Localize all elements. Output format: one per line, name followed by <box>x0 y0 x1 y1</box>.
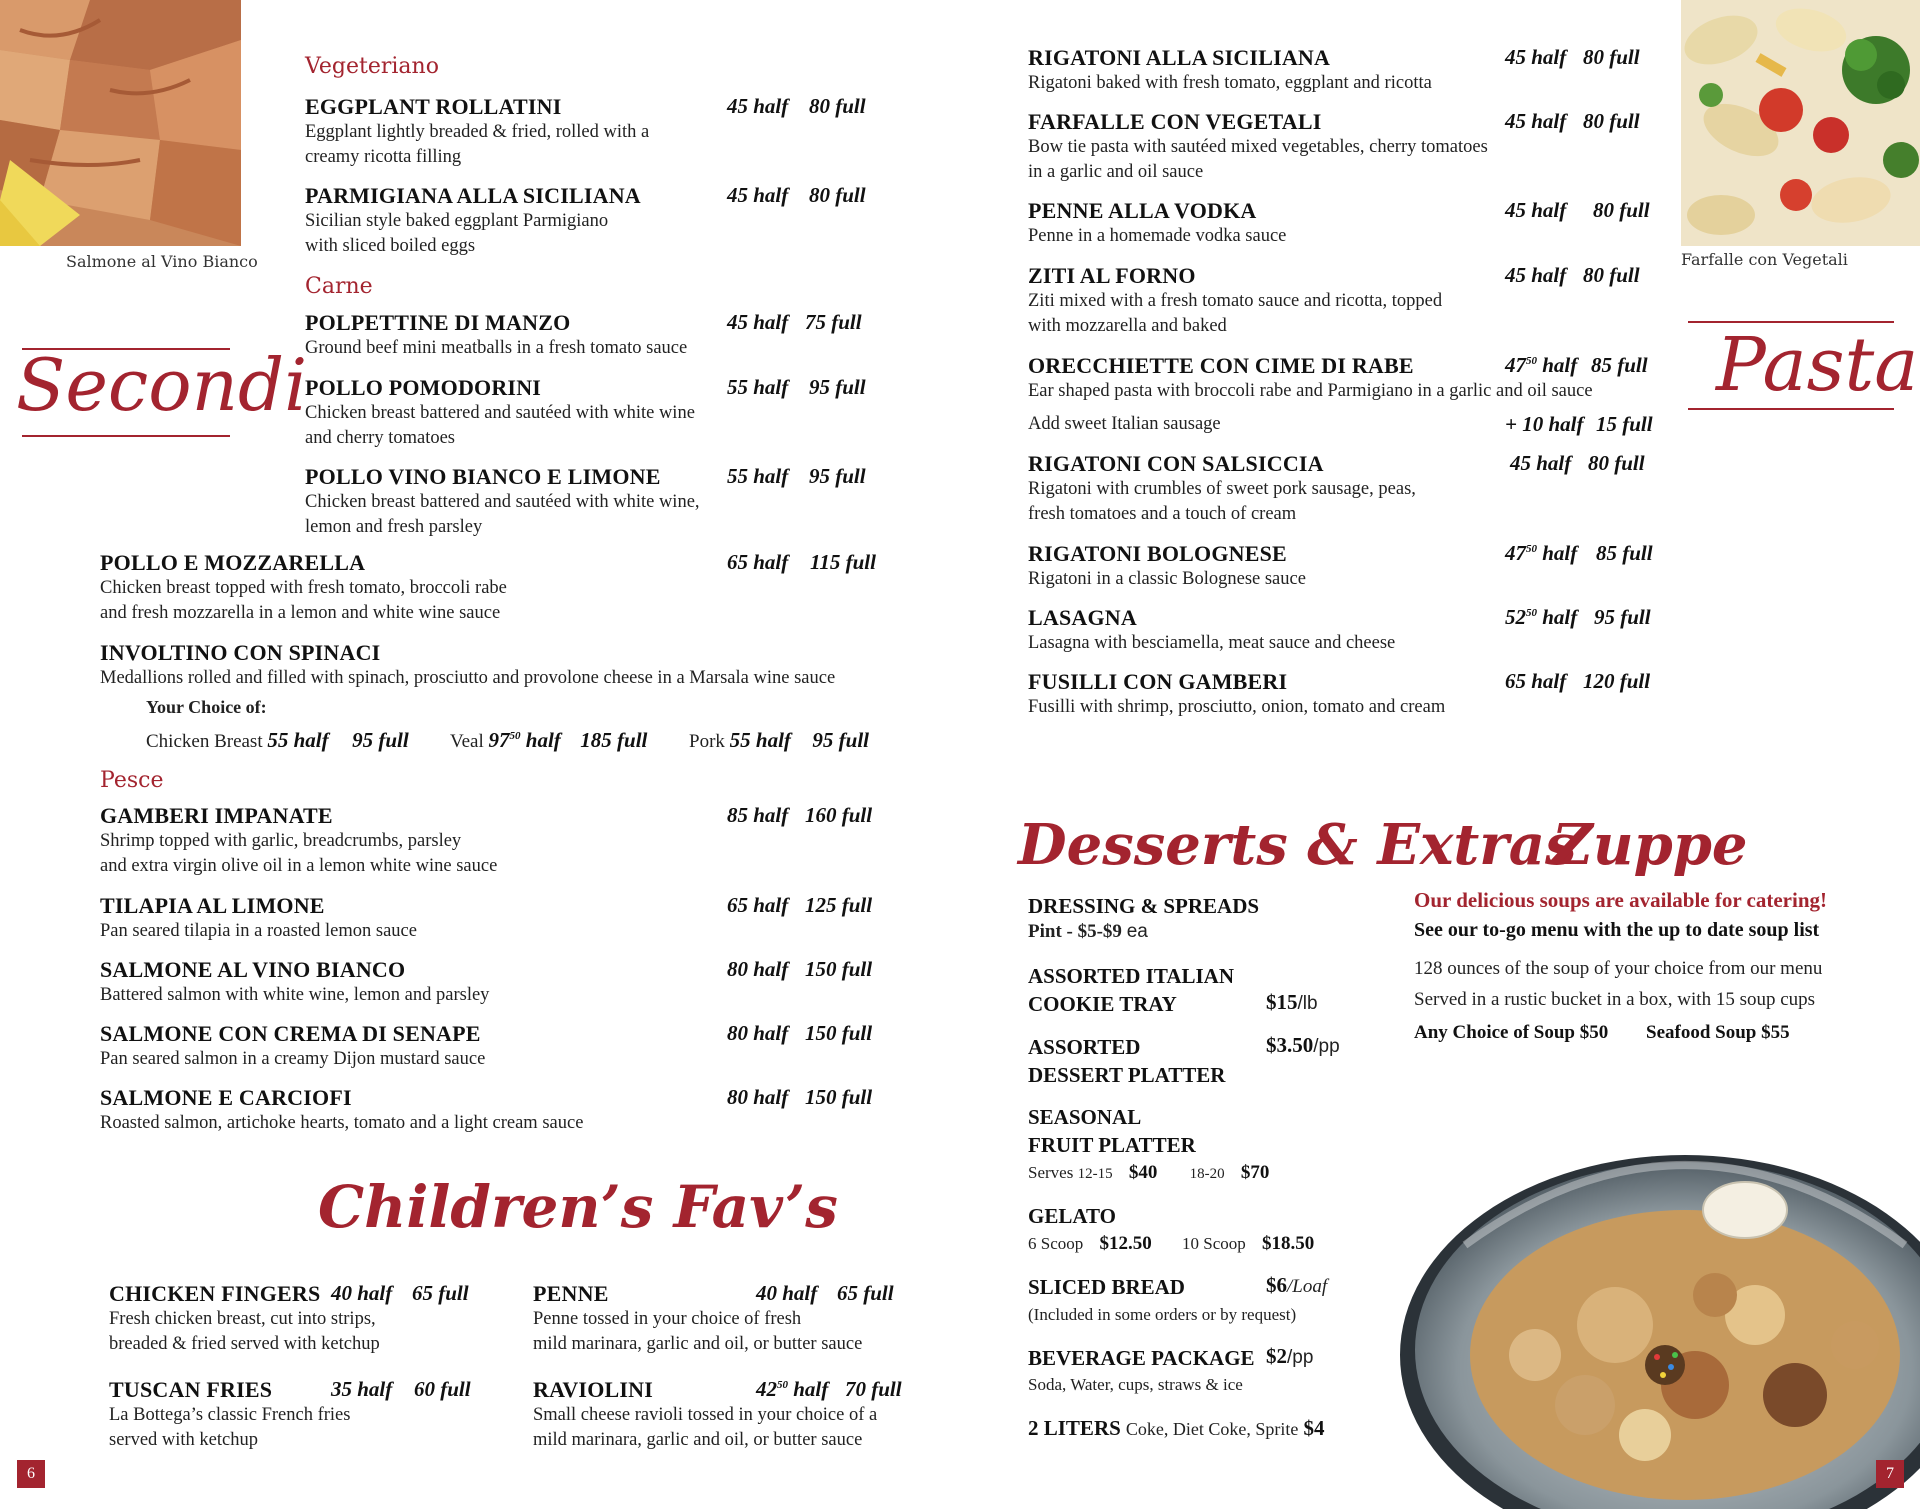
section-title-childrens: Children’s Fav’s <box>318 1173 838 1241</box>
item-name: SALMONE AL VINO BIANCO <box>100 957 406 982</box>
fruit-b-count: 18-20 <box>1189 1166 1225 1182</box>
extra-liters-desc: Coke, Diet Coke, Sprite <box>1125 1419 1299 1439</box>
item-name: POLLO E MOZZARELLA <box>100 550 366 575</box>
price-num: 47 <box>1505 541 1526 565</box>
category-pesce: Pesce <box>100 768 164 793</box>
item-name: PENNE <box>533 1281 609 1306</box>
category-vegeteriano: Vegeteriano <box>305 54 439 79</box>
item-price-half <box>1505 605 1577 630</box>
item-desc: Ground beef mini meatballs in a fresh tomato sauce <box>305 338 688 358</box>
extra-beverage-price-row <box>1266 1344 1313 1369</box>
item-price-full: 160 full <box>805 803 873 827</box>
item-price-full: 85 full <box>1596 541 1653 565</box>
item-desc: lemon and fresh parsley <box>305 517 483 537</box>
fruit-b-price: $70 <box>1240 1162 1270 1183</box>
item-price-full: 95 full <box>809 464 866 488</box>
item-name: RAVIOLINI <box>533 1377 653 1402</box>
fruit-a-count: 12-15 <box>1077 1166 1113 1182</box>
price-word: half <box>1542 605 1578 629</box>
item-price-full: 80 full <box>809 183 866 207</box>
item-price-full: 70 full <box>845 1377 902 1401</box>
item-price-full: 115 full <box>810 550 876 574</box>
item-price-half: 45 half <box>727 310 789 334</box>
item-desc: Pan seared salmon in a creamy Dijon mustard sauce <box>100 1049 486 1069</box>
choice-veal-half <box>489 728 561 752</box>
item-desc: La Bottega’s classic French fries <box>109 1405 351 1425</box>
extra-dessert-line1: ASSORTED <box>1028 1035 1141 1059</box>
price-sup: 50 <box>1526 355 1537 367</box>
item-price-half: 80 half <box>727 1021 789 1045</box>
extra-fruit-line1: SEASONAL <box>1028 1105 1142 1129</box>
extra-dressing-price-row <box>1028 921 1148 943</box>
item-desc: Eggplant lightly breaded & fried, rolled with a <box>305 122 650 142</box>
choice-pork-half: 55 half <box>729 728 791 752</box>
choice-pork-label: Pork <box>689 731 725 752</box>
item-price-half: 45 half <box>1505 263 1567 287</box>
section-title-zuppe: Zuppe <box>1552 812 1748 878</box>
item-price-half: 45 half <box>1505 45 1567 69</box>
price-num: 42 <box>756 1377 777 1401</box>
gelato-a-label: 6 Scoop <box>1028 1234 1084 1253</box>
extra-beverage-name: BEVERAGE PACKAGE <box>1028 1346 1255 1370</box>
extra-dressing-unit: ea <box>1126 921 1148 942</box>
item-desc: Chicken breast topped with fresh tomato, broccoli rabe <box>100 578 507 598</box>
item-desc: Bow tie pasta with sautéed mixed vegetables, cherry tomatoes <box>1028 137 1488 157</box>
item-desc: fresh tomatoes and a touch of cream <box>1028 504 1297 524</box>
price-word: half <box>793 1377 829 1401</box>
item-desc: with mozzarella and baked <box>1028 316 1227 336</box>
item-price-half: + 10 half <box>1505 412 1584 436</box>
item-price-half: 85 half <box>727 803 789 827</box>
choice-chicken-half: 55 half <box>267 728 329 752</box>
item-price-full: 65 full <box>837 1281 894 1305</box>
item-desc: Chicken breast battered and sautéed with white wine, <box>305 492 700 512</box>
item-price-full: 95 full <box>809 375 866 399</box>
choice-label: Your Choice of: <box>146 697 267 717</box>
item-price-full: 75 full <box>805 310 862 334</box>
zuppe-subhead: See our to-go menu with the up to date soup list <box>1414 919 1820 941</box>
item-price-full: 60 full <box>414 1377 471 1401</box>
extra-bread-price: $6 <box>1266 1273 1287 1297</box>
choice-pork-full: 95 full <box>812 728 870 752</box>
item-name: POLLO POMODORINI <box>305 375 542 400</box>
item-price-full: 80 full <box>1588 451 1645 475</box>
fruit-serves-label: Serves <box>1028 1163 1074 1182</box>
item-name: TILAPIA AL LIMONE <box>100 893 325 918</box>
item-price-half <box>1505 353 1577 378</box>
extra-beverage-unit: /pp <box>1287 1347 1314 1368</box>
item-desc: Sicilian style baked eggplant Parmigiano <box>305 211 609 231</box>
item-price-full: 65 full <box>412 1281 469 1305</box>
zuppe-headline: Our delicious soups are available for catering! <box>1414 888 1827 912</box>
section-title-desserts: Desserts & Extras <box>1018 812 1577 878</box>
photo-caption-salmon: Salmone al Vino Bianco <box>66 252 258 271</box>
item-desc: served with ketchup <box>109 1430 258 1450</box>
item-name: TUSCAN FRIES <box>109 1377 273 1402</box>
item-name: FARFALLE CON VEGETALI <box>1028 109 1322 134</box>
veal-half-sup: 50 <box>509 730 521 742</box>
item-price-half <box>1505 541 1577 566</box>
item-name: PARMIGIANA ALLA SICILIANA <box>305 183 641 208</box>
item-price-half: 45 half <box>727 94 789 118</box>
item-name: INVOLTINO CON SPINACI <box>100 640 381 665</box>
item-price-full: 150 full <box>805 1085 873 1109</box>
item-price-half: 65 half <box>1505 669 1567 693</box>
photo-caption-farfalle: Farfalle con Vegetali <box>1681 250 1848 269</box>
extra-bread-price-row <box>1266 1273 1327 1298</box>
item-desc: and cherry tomatoes <box>305 428 455 448</box>
item-price-half: 80 half <box>727 957 789 981</box>
item-price-half: 40 half <box>331 1281 393 1305</box>
extra-bread-note: (Included in some orders or by request) <box>1028 1305 1297 1324</box>
item-price-full: 85 full <box>1591 353 1648 377</box>
item-desc: Lasagna with besciamella, meat sauce and cheese <box>1028 633 1396 653</box>
extra-cookie-price-row <box>1266 990 1318 1015</box>
choice-row <box>146 728 409 753</box>
extra-bread-name: SLICED BREAD <box>1028 1275 1185 1299</box>
extra-beverage-price: $2 <box>1266 1344 1287 1368</box>
extra-liters-name: 2 LITERS <box>1028 1416 1121 1440</box>
item-desc: with sliced boiled eggs <box>305 236 476 256</box>
item-desc: mild marinara, garlic and oil, or butter sauce <box>533 1430 863 1450</box>
zuppe-any-choice: Any Choice of Soup $50 <box>1414 1022 1609 1043</box>
item-desc: in a garlic and oil sauce <box>1028 162 1204 182</box>
extra-dessert-line2: DESSERT PLATTER <box>1028 1063 1226 1087</box>
item-price-half: 45 half <box>1510 451 1572 475</box>
item-price-half <box>756 1377 828 1402</box>
pasta-rule-bottom <box>1688 408 1894 410</box>
price-sup: 50 <box>777 1379 788 1391</box>
item-desc: Roasted salmon, artichoke hearts, tomato and a light cream sauce <box>100 1113 584 1133</box>
extra-dressing-name: DRESSING & SPREADS <box>1028 894 1260 918</box>
item-desc: and fresh mozzarella in a lemon and white wine sauce <box>100 603 501 623</box>
item-desc: Small cheese ravioli tossed in your choice of a <box>533 1405 878 1425</box>
category-carne: Carne <box>305 274 373 299</box>
farfalle-photo <box>1681 0 1920 246</box>
extra-fruit-line2: FRUIT PLATTER <box>1028 1133 1196 1157</box>
extra-cookie-price: $15 <box>1266 990 1298 1014</box>
item-name: LASAGNA <box>1028 605 1137 630</box>
item-desc: Ear shaped pasta with broccoli rabe and Parmigiano in a garlic and oil sauce <box>1028 381 1593 401</box>
extra-dressing-price: Pint - $5-$9 <box>1028 921 1122 942</box>
item-price-half: 45 half <box>1505 109 1567 133</box>
item-price-full: 80 full <box>1593 198 1650 222</box>
item-price-half: 65 half <box>727 893 789 917</box>
item-price-full: 95 full <box>1594 605 1651 629</box>
item-desc: Penne tossed in your choice of fresh <box>533 1309 802 1329</box>
item-name: RIGATONI CON SALSICCIA <box>1028 451 1324 476</box>
choice-chicken-label: Chicken Breast <box>146 731 263 752</box>
item-name: ORECCHIETTE CON CIME DI RABE <box>1028 353 1414 378</box>
extra-cookie-unit: /lb <box>1297 993 1318 1014</box>
choice-row <box>689 728 869 753</box>
item-desc: Ziti mixed with a fresh tomato sauce and ricotta, topped <box>1028 291 1443 311</box>
fruit-a-price: $40 <box>1128 1162 1158 1183</box>
item-desc: Rigatoni in a classic Bolognese sauce <box>1028 569 1306 589</box>
item-name: SALMONE CON CREMA DI SENAPE <box>100 1021 481 1046</box>
item-desc: Chicken breast battered and sautéed with white wine <box>305 403 695 423</box>
item-name: EGGPLANT ROLLATINI <box>305 94 562 119</box>
price-word: half <box>1542 353 1578 377</box>
item-desc: Pan seared tilapia in a roasted lemon sauce <box>100 921 417 941</box>
choice-chicken-full: 95 full <box>352 728 409 752</box>
page-number-right: 7 <box>1876 1460 1904 1488</box>
extra-fruit-serves-row <box>1028 1162 1269 1184</box>
gelato-b-label: 10 Scoop <box>1182 1234 1246 1253</box>
cookie-tray-photo <box>1395 1105 1920 1509</box>
item-desc: Penne in a homemade vodka sauce <box>1028 226 1287 246</box>
item-desc: Medallions rolled and filled with spinach, prosciutto and provolone cheese in a Marsala wine sauce <box>100 668 836 688</box>
item-price-full: 80 full <box>809 94 866 118</box>
gelato-b-price: $18.50 <box>1262 1233 1315 1254</box>
section-title-pasta: Pasta <box>1716 322 1919 408</box>
item-price-full: 120 full <box>1583 669 1651 693</box>
gelato-a-price: $12.50 <box>1099 1233 1152 1254</box>
item-name: RIGATONI ALLA SICILIANA <box>1028 45 1331 70</box>
item-name: PENNE ALLA VODKA <box>1028 198 1257 223</box>
choice-veal-label: Veal <box>450 731 484 752</box>
item-name: CHICKEN FINGERS <box>109 1281 321 1306</box>
secondi-rule-bottom <box>22 435 230 437</box>
item-desc: Fresh chicken breast, cut into strips, <box>109 1309 376 1329</box>
item-price-full: 80 full <box>1583 45 1640 69</box>
price-sup: 50 <box>1526 607 1537 619</box>
price-num: 47 <box>1505 353 1526 377</box>
item-desc: Fusilli with shrimp, prosciutto, onion, tomato and cream <box>1028 697 1446 717</box>
extra-dessert-price: $3.50 <box>1266 1033 1314 1057</box>
extra-liters-row <box>1028 1414 1324 1442</box>
price-sup: 50 <box>1526 543 1537 555</box>
item-name: GAMBERI IMPANATE <box>100 803 333 828</box>
extra-bread-unit: /Loaf <box>1287 1276 1328 1297</box>
choice-veal-full: 185 full <box>580 728 648 752</box>
item-price-full: 125 full <box>805 893 873 917</box>
price-num: 52 <box>1505 605 1526 629</box>
item-price-half: 40 half <box>756 1281 818 1305</box>
item-desc: Shrimp topped with garlic, breadcrumbs, parsley <box>100 831 462 851</box>
item-price-half: 45 half <box>1505 198 1567 222</box>
price-word: half <box>1542 541 1578 565</box>
item-name: POLLO VINO BIANCO E LIMONE <box>305 464 661 489</box>
extra-dessert-price-row <box>1266 1033 1340 1058</box>
item-desc: and extra virgin olive oil in a lemon white wine sauce <box>100 856 498 876</box>
extra-beverage-note: Soda, Water, cups, straws & ice <box>1028 1375 1243 1394</box>
item-name: RIGATONI BOLOGNESE <box>1028 541 1287 566</box>
zuppe-seafood: Seafood Soup $55 <box>1646 1022 1790 1043</box>
extra-cookie-line1: ASSORTED ITALIAN <box>1028 964 1235 988</box>
extra-gelato-row <box>1028 1233 1314 1255</box>
item-name: FUSILLI CON GAMBERI <box>1028 669 1288 694</box>
item-desc: Add sweet Italian sausage <box>1028 414 1221 434</box>
item-desc: breaded & fried served with ketchup <box>109 1334 380 1354</box>
choice-row <box>450 728 647 753</box>
item-price-full: 15 full <box>1596 412 1653 436</box>
section-title-secondi: Secondi <box>16 343 308 427</box>
veal-half-word: half <box>525 728 561 752</box>
extra-gelato-name: GELATO <box>1028 1204 1116 1228</box>
item-desc: Battered salmon with white wine, lemon and parsley <box>100 985 490 1005</box>
extra-liters-price: $4 <box>1303 1416 1325 1440</box>
item-desc: mild marinara, garlic and oil, or butter sauce <box>533 1334 863 1354</box>
page-number-left: 6 <box>17 1460 45 1488</box>
item-price-half: 80 half <box>727 1085 789 1109</box>
item-price-half: 65 half <box>727 550 789 574</box>
item-name: SALMONE E CARCIOFI <box>100 1085 352 1110</box>
item-price-half: 45 half <box>727 183 789 207</box>
item-price-full: 150 full <box>805 1021 873 1045</box>
item-desc: Rigatoni with crumbles of sweet pork sausage, peas, <box>1028 479 1416 499</box>
item-desc: Rigatoni baked with fresh tomato, eggplant and ricotta <box>1028 73 1432 93</box>
item-name: POLPETTINE DI MANZO <box>305 310 571 335</box>
zuppe-line2: Served in a rustic bucket in a box, with 15 soup cups <box>1414 989 1816 1010</box>
item-price-half: 35 half <box>331 1377 393 1401</box>
veal-half-num: 97 <box>488 728 510 752</box>
extra-dessert-unit: /pp <box>1313 1036 1340 1057</box>
zuppe-line1: 128 ounces of the soup of your choice from our menu <box>1414 958 1823 979</box>
item-price-half: 55 half <box>727 464 789 488</box>
item-price-full: 80 full <box>1583 109 1640 133</box>
item-name: ZITI AL FORNO <box>1028 263 1196 288</box>
item-desc: creamy ricotta filling <box>305 147 462 167</box>
item-price-full: 80 full <box>1583 263 1640 287</box>
extra-cookie-line2: COOKIE TRAY <box>1028 992 1177 1016</box>
item-price-full: 150 full <box>805 957 873 981</box>
item-price-half: 55 half <box>727 375 789 399</box>
salmon-photo <box>0 0 241 246</box>
